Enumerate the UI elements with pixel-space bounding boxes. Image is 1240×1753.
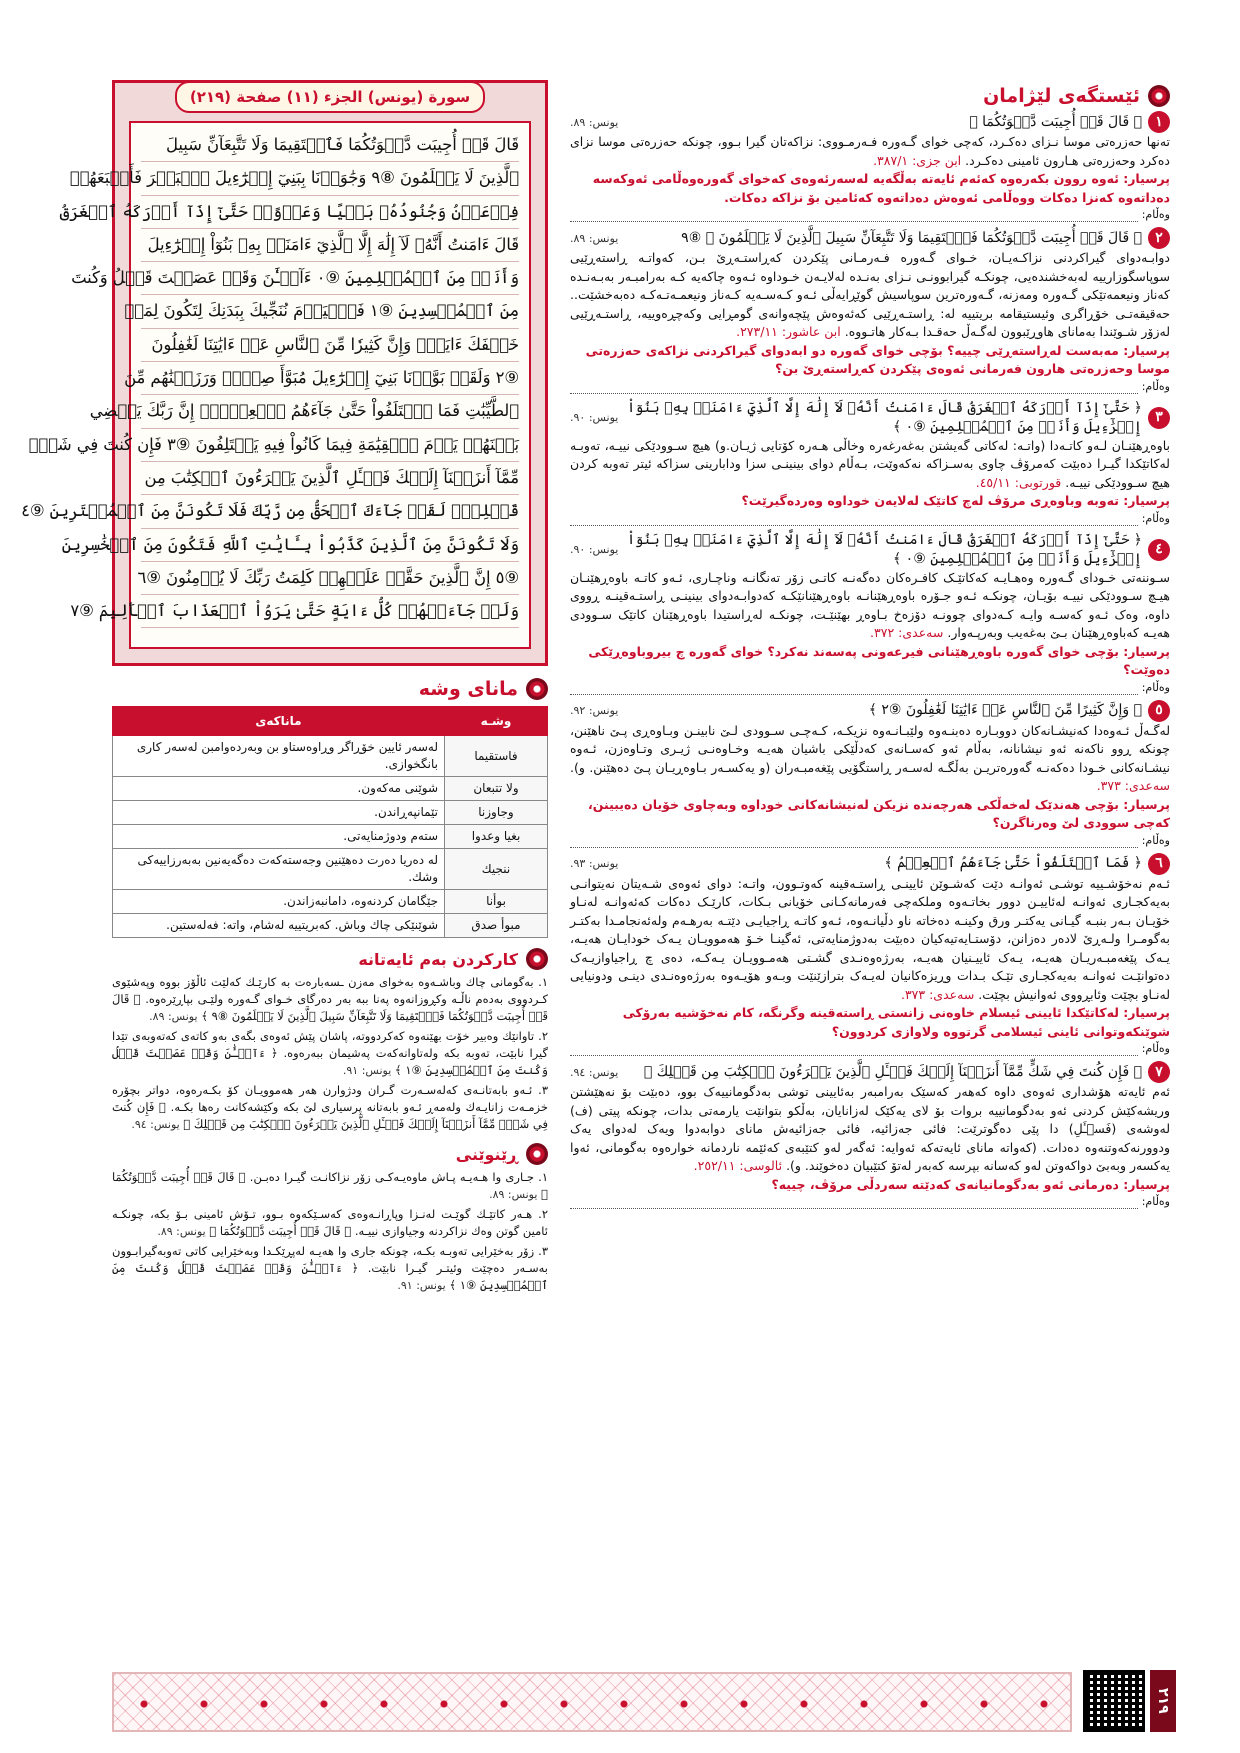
tafsir-items [570,111,1170,1209]
mushaf-line: خَلۡفَكَ ءَايَةٗۚ وَإِنَّ كَثِيرٗا مِّنَ ٱلنَّاسِ عَنۡ ءَايَٰتِنَا لَغَٰفِلُونَ [141,329,519,362]
commentary-source: ابن عاشور: ٢٧٣/١١. [736,324,841,339]
list-item [112,1082,548,1133]
answer-field[interactable] [570,384,1138,394]
question-text: پرسیار: بۆچی خوای گەورە باوەڕهێنانی فیرعەونی پەسەند نەکرد؟ خوای گەورە چ بیروباوەڕێکی دەوێت؟ [588,643,1170,677]
list-item-reference: یونس: ٩١. [342,1064,392,1077]
answer-line [570,380,1170,394]
question-text: پرسیار: مەبەست لەڕاستەڕێی چییە؟ بۆچی خوای گەورە دو ابەدوای گیراکردنی نزاکەی حەزرەتی موسا وحەزرەتی هارون فەرمانی ئەوەی پێکردن کەڕاستەڕێ بن؟ [585,342,1170,376]
commentary-body: سـوننەتی خـودای گـەورە وەهـایـە کەکاتێـک کافـرەکان دەگەنـە کاتـی زۆر تەنگانـە وناچـاری، ئـەو کاتـە باوەڕهێنـان هیـچ سـوودێکی نییـە بۆیـان، چونکـە ئـەو جـۆرە باوەڕهێنانـە باوەڕهێنانێکـە کەدوابـەدوای بینینـی ڕاستـەقینـە ڕووی داوە، وەک ئـەو کەسـە وایـە کـەدوای چوونـە دۆزەخ بـاوەڕ بهێنێـت، چونکـە لەڕاستیدا باوەڕهێنان کاتێک سـوودی هەیـە کەباوەڕهێنان بـێ بەغەیب وبەرپـەوار. [570,569,1170,640]
vocab-meaning: ستەم ودوژمنایەتی. [113,825,445,849]
mushaf-line: فِرۡعَوۡنُ وَجُنُودُهُۥ بَغۡيًا وَعَدۡوًاۖ حَتَّىٰٓ إِذَآ أَدۡرَكَهُ ٱلۡغَرَقُ [141,196,519,229]
item-number-badge: ٦ [1148,853,1170,875]
answer-label: وەڵام: [1141,833,1170,847]
vocab-meaning: لە دەریا دەرت دەهێنین وجەستەکەت دەگەیەنین بەبەرزاییەکی وشك. [113,849,445,890]
list-item-text: ٣. زۆر بەخێرایی تەوبـە بکـە، چونکە جاری وا هەیـە لەپڕێکـدا وبەخێرایی کاتی تەوبەگیرابـوون بەسـەر دەچێت وئیتـر گیـرا نابێت. [112,1244,548,1275]
verse-line [570,531,1170,569]
side-column [21,80,549,1660]
answer-field[interactable] [570,838,1138,848]
verse-reference: یونس: ٨٩. [570,115,619,129]
answer-field[interactable] [570,1046,1138,1056]
list-item-verse: ﴿ قَالَ قَدۡ أُجِيبَت دَّعۡوَتُكُمَا ﴾ [112,1170,548,1201]
guidance-title: ڕێنوێنی [455,1144,518,1164]
commentary-body: دوابـەدوای گیراکردنی نزاکـەیـان، خـوای گـەورە فـەرمـانی پێکردن کەڕاستـەڕێ بـن، کەواتـە ڕاستەڕێیی سوپاسگوزارییە لەبەخشندەیی، چونکـە گیرابوونـی نـزای بەنـدە لەلایـەن خـوداوە ئـەوە چاکەیە کـە بەرامبـەر بەبـەنـدە کەناز ونیعمەتێکی گـەورە ومەزنە، گـەورەترین سوپاسیش گوێڕایەڵی ئـەو کـەسـەیە کـەناز ونیعمـەتـەکـە دەبەخشێت.. حەقیقەتـی خۆڕاگری وئیستیقامە بریتییە لە: ڕاستـەڕێیی کەئەوەش پێچەوانەی گومڕایی وکەچڕەوییە، ڕاستـەڕێیی لەزۆر شـوێندا بەمانای هاوڕێبوون لەگـەڵ حەقـدا بـەکار هاتـووە. [570,250,1170,339]
list-item-reference: یونس: ٨٩. [157,1225,206,1238]
tafsir-column [570,85,1170,1655]
tafsir-item [570,853,1170,1057]
practice-title: کارکردن بەم ئایەتانە [358,949,518,969]
rosette-icon [1148,85,1170,107]
verse-line [570,853,1170,875]
answer-field[interactable] [570,212,1138,222]
list-item-text: ١. جـاری وا هـەیـە پـاش ماوەیـەکـی زۆر نزاکانـت گیـرا دەبـن. [249,1170,549,1184]
mushaf-line: وَأَنَا۠ مِنَ ٱلۡمُسۡلِمِينَ ⑨٠ ءَآلۡـَٰٔنَ وَقَدۡ عَصَيۡتَ قَبۡلُ وَكُنتَ [141,262,519,295]
answer-label: وەڵام: [1141,680,1170,694]
mushaf-line: قَبۡلِكَۚ لَقَدۡ جَآءَكَ ٱلۡحَقُّ مِن رَّبِّكَ فَلَا تَكُونَنَّ مِنَ ٱلۡمُمۡتَرِينَ ⑨٤ [141,495,519,528]
question-text: پرسیار: لەکاتێکدا ئایینی ئیسلام خاوەنی زانستی ڕاستەقینە وگرنگە، کام نەخۆشیە بەرۆکی شوێنکەوتوانی ئاینی ئیسلامی گرتووە ولاوازی کردوون؟ [622,1005,1170,1039]
commentary-source: ئالوسی: ٢٥٢/١١. [693,1158,783,1173]
tafsir-item [570,700,1170,848]
answer-line [570,681,1170,695]
list-item [112,1028,548,1079]
mushaf-line: قَالَ ءَامَنتُ أَنَّهُۥ لَآ إِلَٰهَ إِلَّا ٱلَّذِيٓ ءَامَنَتۡ بِهِۦ بَنُوٓاْ إِسۡرَٰٓءِيلَ [141,229,519,262]
commentary-text [570,1083,1170,1176]
list-item [112,974,548,1025]
list-item-text: ٢. هـەر کاتێـك گوێـت لەنـزا وپاڕانـەوەی کەسـێکەوە بـوو، تـۆش ئامینی بـۆ بکە، چونکـە ئامین گوتن وەك نزاکردنە وجیاوازی نییـە. [112,1207,548,1238]
mushaf-title: سورة (يونس) الجزء (١١) صفحة (٢١٩) [175,81,485,113]
list-item-reference: یونس: ٩١. [397,1279,446,1292]
mushaf-line: مِنَ ٱلۡمُفۡسِدِينَ ⑨١ فَٱلۡيَوۡمَ نُنَجِّيكَ بِبَدَنِكَ لِتَكُونَ لِمَنۡ [141,295,519,328]
question-text: پرسیار: دەرمانی ئەو بەدگومانیانەی کەدێتە سەردڵی مرۆڤ، چییە؟ [771,1176,1170,1192]
question-text: پرسیار: ئەوە روون بکەرەوە کەئەم ئایەتە بەڵگەیە لەسەرئەوەی کەخوای گەورەوەڵامی ئەوکەسە دەداتەوە کەنزا دەکات ووەڵامی ئەوەش دەداتەوە کەئامین بۆ نزاکە دەکات. [592,171,1170,205]
vocab-row [113,890,548,914]
tafsir-item [570,531,1170,695]
vocab-col-word: وشـە [445,707,548,736]
list-item-reference: یونس: ٩٤. [131,1118,180,1131]
item-number-badge: ٧ [1148,1061,1170,1083]
verse-reference: یونس: ٩٢. [570,704,619,717]
verse-line [570,227,1170,249]
verse-text: ﴿ حَتَّىٰٓ إِذَآ أَدۡرَكَهُ ٱلۡغَرَقُ قَالَ ءَامَنتُ أَنَّهُۥ لَآ إِلَٰهَ إِلَّا ٱلَّذِيٓ ءَامَنَتۡ بِهِۦ بَنُوٓاْ إِسۡرَٰٓءِيلَ وَأَنَا۠ مِنَ ٱلۡمُسۡلِمِينَ ⑨٠ ﴾ [626,399,1142,435]
answer-line [570,1042,1170,1056]
list-item-verse: ﴿ ءَآلۡـَٰٔنَ وَقَدۡ عَصَيۡتَ قَبۡلُ وَكُنتَ مِنَ ٱلۡمُفۡسِدِينَ ⑨١ ﴾ [112,1046,548,1077]
tafsir-item [570,227,1170,394]
rosette-icon [526,948,548,970]
commentary-text [570,133,1170,170]
verse-reference: یونس: ٩٠. [570,411,619,424]
verse-line [570,111,1170,133]
commentary-source: قورتوبی: ٤٥/١١. [975,474,1062,490]
mushaf-line: ٱلطَّيِّبَٰتِ فَمَا ٱخۡتَلَفُواْ حَتَّىٰ جَآءَهُمُ ٱلۡعِلۡمُۚ إِنَّ رَبَّكَ يَقۡضِي [141,395,519,428]
verse-text: ﴿ فَمَا ٱخۡتَلَفُواْ حَتَّىٰ جَآءَهُمُ ٱلۡعِلۡمُ ﴾ [884,855,1142,871]
vocab-row [113,777,548,801]
vocab-word: ولا تتبعان [445,777,548,801]
tafsir-item [570,399,1170,526]
vocab-row [113,825,548,849]
list-item-verse: ﴿ فَإِن كُنتَ فِي شَكّٖ مِّمَّآ أَنزَلۡنَآ إِلَيۡكَ فَسۡـَٔلِ ٱلَّذِينَ يَقۡرَءُونَ ٱلۡكِتَٰبَ مِن قَبۡلِكَ ﴾ [112,1100,548,1131]
vocab-row [113,849,548,890]
list-item-text: ٣. ئـەو بابەتانـەی کەلەسـەرت گـران ودژوارن هەر هەموویـان کۆ بکـەرەوە، دواتر بچۆرە خزمـەت زانایـەك ولەمەڕ ئـەو بابەتانە پرسیاری لێ بکە وکێشەکانت رەها بکـە. [112,1083,549,1114]
practice-header [112,948,548,970]
verse-text: ﴿ قَالَ قَدۡ أُجِيبَت دَّعۡوَتُكُمَا فَٱسۡتَقِيمَا وَلَا تَتَّبِعَآنِّ سَبِيلَ ٱلَّذِينَ لَا يَعۡلَمُونَ ﴾ ⑧٩ [681,229,1142,246]
vocab-header [112,678,548,700]
mushaf-text [21,121,531,649]
vocab-word: مبوأ صدق [445,914,548,938]
answer-field[interactable] [570,516,1138,526]
vocab-word: وجاوزنا [445,801,548,825]
item-number-badge: ١ [1148,111,1170,133]
answer-line [570,1195,1170,1209]
list-item [112,1206,548,1240]
tafsir-item [570,1061,1170,1209]
vocab-row [113,736,548,777]
mushaf-line: بَيۡنَهُمۡ يَوۡمَ ٱلۡقِيَٰمَةِ فِيمَا كَانُواْ فِيهِ يَخۡتَلِفُونَ ⑨٣ فَإِن كُنتَ فِي شَكّٖ [141,429,519,462]
commentary-text [570,875,1170,1005]
answer-label: وەڵام: [1141,379,1170,393]
guidance-list [112,1169,548,1294]
answer-label: وەڵام: [1141,511,1170,525]
mushaf-line: ٱلَّذِينَ لَا يَعۡلَمُونَ ⑧٩ وَجَٰوَزۡنَا بِبَنِيٓ إِسۡرَٰٓءِيلَ ٱلۡبَحۡرَ فَأَتۡبَعَهُمۡ [141,162,519,195]
list-item-verse: ﴿ قَالَ قَدۡ أُجِيبَت دَّعۡوَتُكُمَا ﴾ [209,1224,352,1238]
commentary-body: تەنها حەزرەتی موسا نـزای دەکـرد، کەچی خوای گـەورە فـەرمـووی: نزاکەتان گیرا بـوو، چونکە حەزرەتی موسا نزای دەکرد وحەزرەتی هـارون ئامینی دەکـرد. [570,134,1170,168]
question-text: پرسیار: بۆچی هەندێک لەخەڵکی هەرچەندە نزیکن لەنیشانەکانی خوداوە وبەچاوی خۆیان دەیبینن، کەچی سوودی لێ وەرناگرن؟ [587,796,1170,830]
vocab-col-meaning: ماناکەی [113,707,445,736]
list-item-reference: یونس: ٨٩. [489,1188,538,1201]
rosette-icon [526,1143,548,1165]
commentary-source: سەعدی: ٣٧٣. [1096,778,1170,793]
commentary-body: ئەم ئایەتە هۆشداری ئەوەی داوە کەهەر کەسێک بەرامبەر بەئایینی توشی بەدگومانییەک بوو، دەبێت بۆ نەهێشتن وریشەکێش کردنی ئەو بەدگومانییە بروات بۆ لای یەکێک لەزانایان، بەڵکو بتوانێت یارمەتی بدات، چونکە پیتی (ف) لەوشەی (فَسۡـَٔلِ) دا پێی دەگوترێت: فائی جەزائیە، فائی جەزائیەش مانای دوابەدوا ویەک لەدوای یەک ودوورنەکەوتنەوە دەدات. (کەواتە مانای ئایەتەکە ئەوایە: ئەگەر لەو کتێبەی کەئێمە ناردمانە خوارەوە بەگومانی، ئەوا یەکسەر وبەبێ دواکەوتن لەو کەسانە بپرسە کەبەر لەتۆ کتێبیان دەخوێند. و). [570,1084,1170,1173]
commentary-text [570,569,1170,643]
qr-code-icon[interactable] [1083,1670,1145,1732]
question-text: پرسیار: تەوبە وباوەڕی مرۆڤ لەچ کاتێک لەلایەن خوداوە وەرده‌گیرێت؟ [741,493,1170,508]
answer-line [570,512,1170,526]
vocab-word: ننجیك [445,849,548,890]
verse-line [570,399,1170,437]
commentary-source: ابن جزی: ٣٨٧/١. [873,152,962,168]
verse-line [570,700,1170,722]
answer-label: وەڵام: [1141,208,1170,221]
vocab-meaning: شوێنێکی چاك وباش. کەبریتییە لەشام، واتە: فەلەستین. [113,914,445,938]
verse-reference: یونس: ٩٣. [570,857,619,870]
verse-reference: یونس: ٨٩. [570,231,619,245]
answer-field[interactable] [570,1199,1138,1209]
vocab-meaning: شوێنی مەکەون. [113,777,445,801]
vocab-row [113,801,548,825]
mushaf-line: ⑨٢ وَلَقَدۡ بَوَّأۡنَا بَنِيٓ إِسۡرَٰٓءِيلَ مُبَوَّأَ صِدۡقٖ وَرَزَقۡنَٰهُم مِّنَ [141,362,519,395]
practice-list [112,974,548,1133]
answer-line [570,834,1170,848]
list-item-reference: یونس: ٨٩. [149,1010,198,1023]
mushaf-line: مِّمَّآ أَنزَلۡنَآ إِلَيۡكَ فَسۡـَٔلِ ٱلَّذِينَ يَقۡرَءُونَ ٱلۡكِتَٰبَ مِن [141,462,519,495]
vocab-word: بغیا وعدوا [445,825,548,849]
commentary-source: سەعدی: ٣٧٣. [900,986,975,1002]
commentary-body: باوەڕهێنـان لـەو کاتـەدا (واتـە: لەکاتی گەیشتن بەغەرغەرە وخاڵی هـەرە کۆتایی ژیـان.و) هیچ سـوودێکی نییـە، تەوبـە لەکاتێکدا گیـرا دەبێت کەمرۆڤ چاوی بەسـزاکە نەکەوێت، بـەڵام دوای بینینـی سزا ودابارینی سزاکە ئیتر تەوبە کردن هیچ سـوودێکی نییـە. [570,437,1170,490]
list-item-verse: ﴿ قَالَ قَدۡ أُجِيبَت دَّعۡوَتُكُمَا فَٱسۡتَقِيمَا وَلَا تَتَّبِعَآنِّ سَبِيلَ ٱلَّذِينَ لَا يَعۡلَمُونَ ⑧٩ ﴾ [112,992,548,1023]
rosette-icon [526,678,548,700]
answer-field[interactable] [570,685,1138,695]
mushaf-line: قَالَ قَدۡ أُجِيبَت دَّعۡوَتُكُمَا فَٱسۡتَقِيمَا وَلَا تَتَّبِعَآنِّ سَبِيلَ [141,129,519,162]
mushaf-page [21,80,548,666]
list-item-verse: ﴿ ءَآلۡـَٰٔنَ وَقَدۡ عَصَيۡتَ قَبۡلُ وَكُنتَ مِنَ ٱلۡمُفۡسِدِينَ ⑨١ ﴾ [112,1261,548,1292]
verse-text: ﴿ فَإِن كُنتَ فِي شَكٍّ مِّمَّآ أَنزَلۡنَآ إِلَيۡكَ فَسۡـَٔلِ ٱلَّذِينَ يَقۡرَءُونَ ٱلۡكِتَٰبَ مِن قَبۡلِكَ ﴾ [643,1063,1142,1080]
item-number-badge: ٤ [1148,539,1170,561]
mushaf-line: وَلَا تَكُونَنَّ مِنَ ٱلَّذِينَ كَذَّبُواْ بِـَٔايَٰتِ ٱللَّهِ فَتَكُونَ مِنَ ٱلۡخَٰسِرِينَ [141,529,519,562]
commentary-text [570,722,1170,796]
verse-text: ﴿ قَالَ قَدۡ أُجِيبَت دَّعۡوَتُكُمَا ﴾ [969,113,1142,130]
list-item [112,1243,548,1294]
section-header [570,85,1170,107]
page-number: ٢١٩ [1150,1670,1176,1732]
verse-reference: یونس: ٩٤. [570,1065,619,1079]
mushaf-line: ⑨٥ إِنَّ ٱلَّذِينَ حَقَّتۡ عَلَيۡهِمۡ كَلِمَتُ رَبِّكَ لَا يُؤۡمِنُونَ ⑨٦ [141,562,519,595]
answer-label: وەڵام: [1141,1042,1170,1055]
list-item-text: ٢. تاوانێك وەبیر خۆت بهێنەوە کەکردووتە، پاشان پێش ئەوەی بگەی بەو کاتەی کەتەوبەی تێدا گیرا نابێت، تەوبە بکە ولەتاوانەکەت پەشیمان ببەرەوە. [112,1029,549,1060]
commentary-body: لەگـەڵ ئـەوەدا کەنیشـانەکان دووبـارە دەبنـەوە ولێبـانـەوە نزیکـە، کـەچـی سـوودی لـێ نابینـن وبـاوەڕی پـێ ناهێنن، چونکە ڕوو ناکەنە ئەو نیشانانە، بەڵام ئەو کەسـانەی کەدڵێکی باشیان هەیـە وخـاوەنـی ژیـری وتـاوەزن، ئـەوە نیشـانەکانی خـودا دەکەنـە گەورەتریـن بەڵگـە لەسـەر ڕاستگۆیی پێغەمبـەران (و یەکسـەر بـاوەڕیـان پـێ دەهێنن. و). [570,722,1170,775]
mushaf-line: وَلَوۡ جَآءَتۡهُمۡ كُلُّ ءَايَةٍ حَتَّىٰ يَرَوُاْ ٱلۡعَذَابَ ٱلۡأَلِيمَ ⑨٧ [141,595,519,628]
vocab-title: مانای وشە [418,678,518,700]
vocab-word: بوأنا [445,890,548,914]
commentary-text [570,437,1170,493]
vocab-table [112,706,548,938]
item-number-badge: ٥ [1148,700,1170,722]
commentary-text [570,249,1170,342]
list-item [112,1169,548,1203]
item-number-badge: ٣ [1148,407,1170,429]
list-item-text: ١. بەگومانی چاك وباشـەوە بەخوای مەزن ـسەبارەت بە کارێـك کەلێت ئاڵۆز بووە وپەشێوی کـردووی بەدەم ناڵـە وکڕوزانەوە پەنا ببە بەر دەرگای خـوای گـەورە ولێـی بپاڕێرەوە. [112,975,549,1006]
item-number-badge: ٢ [1148,227,1170,249]
answer-line [570,208,1170,222]
verse-line [570,1061,1170,1083]
answer-label: وەڵام: [1141,1195,1170,1208]
tafsir-item [570,111,1170,222]
vocab-row [113,914,548,938]
vocab-meaning: جێگامان کردنەوە، دامانبەزاندن. [113,890,445,914]
guidance-header [112,1143,548,1165]
footer-ornament [112,1672,1072,1732]
vocab-meaning: لەسەر ئایین خۆڕاگر وڕاوەستاو بن وبەردەوامبن لەسەر کاری بانگخوازی. [113,736,445,777]
verse-text: ﴿ وَإِنَّ كَثِيرًا مِّنَ ٱلنَّاسِ عَنۡ ءَايَٰتِنَا لَغَٰفِلُونَ ⑨٢ ﴾ [868,702,1142,718]
verse-reference: یونس: ٩٠. [570,543,619,556]
commentary-body: ئـەم نەخۆشـییە توشـی ئەوانـە دێت کەشـوێن ئایینـی ڕاستـەقینە کەوتـوون، واتـە: دوای ئەوەی شـەیتان نەیتوانـی بەیەکجـاری ئەوانـە لەئاییـن دوور بخاتـەوە وملکەچی فەرمانەکـانی خۆیانی بـکات، کارێـک دەکات کەئەوانـە لەنـاو خۆیـان بـەر بنبـە گیـانی یەکتـر ورق وکینـە دەخاتە ناو دڵیانـەوە، ئـەو کاتـە ڕاجیایـی دێتـە بەرهـەم ولەئەنجامـدا بەکتـر بەگومـرا ولـەڕێ لادەر دەزانن، دۆستـایەتیەکیان دەبێت بەدوژمنایەتی، ئەگینـا خـۆ هەموویـان یـەک خودایـان هەیـە، یـەک پێغەمبـەریـان هەیـە، یـەک ئاییـنیان هەیـە، بەرژەوەنـدی گشـتی هەمـوویـان یـەکـە، دەی چ ڕاجیاوازیـەک دەتوانێـت ئەوانـە بەیەکجـاری تێـک بـدات وڕیزەکانیان لەیـەک بترازێنێت وبـەو هۆیـەوە بەرژەوەنـدی دینـی ودونیایی لەنـاو بچێت وئابڕووی ئەوانیش بچێت. [570,875,1170,1002]
verse-text: ﴿ حَتَّىٰٓ إِذَآ أَدۡرَكَهُ ٱلۡغَرَقُ قَالَ ءَامَنتُ أَنَّهُۥ لَآ إِلَٰهَ إِلَّا ٱلَّذِيٓ ءَامَنَتۡ بِهِۦ بَنُوٓاْ إِسۡرَٰٓءِيلَ وَأَنَا۠ مِنَ ٱلۡمُسۡلِمِينَ ⑨٠ ﴾ [626,531,1142,567]
vocab-meaning: تێمانپەڕاندن. [113,801,445,825]
vocab-word: فاستقیما [445,736,548,777]
commentary-source: سەعدی: ٣٧٢. [870,625,944,640]
section-title: ئێستگەی لێژامان [983,85,1140,107]
